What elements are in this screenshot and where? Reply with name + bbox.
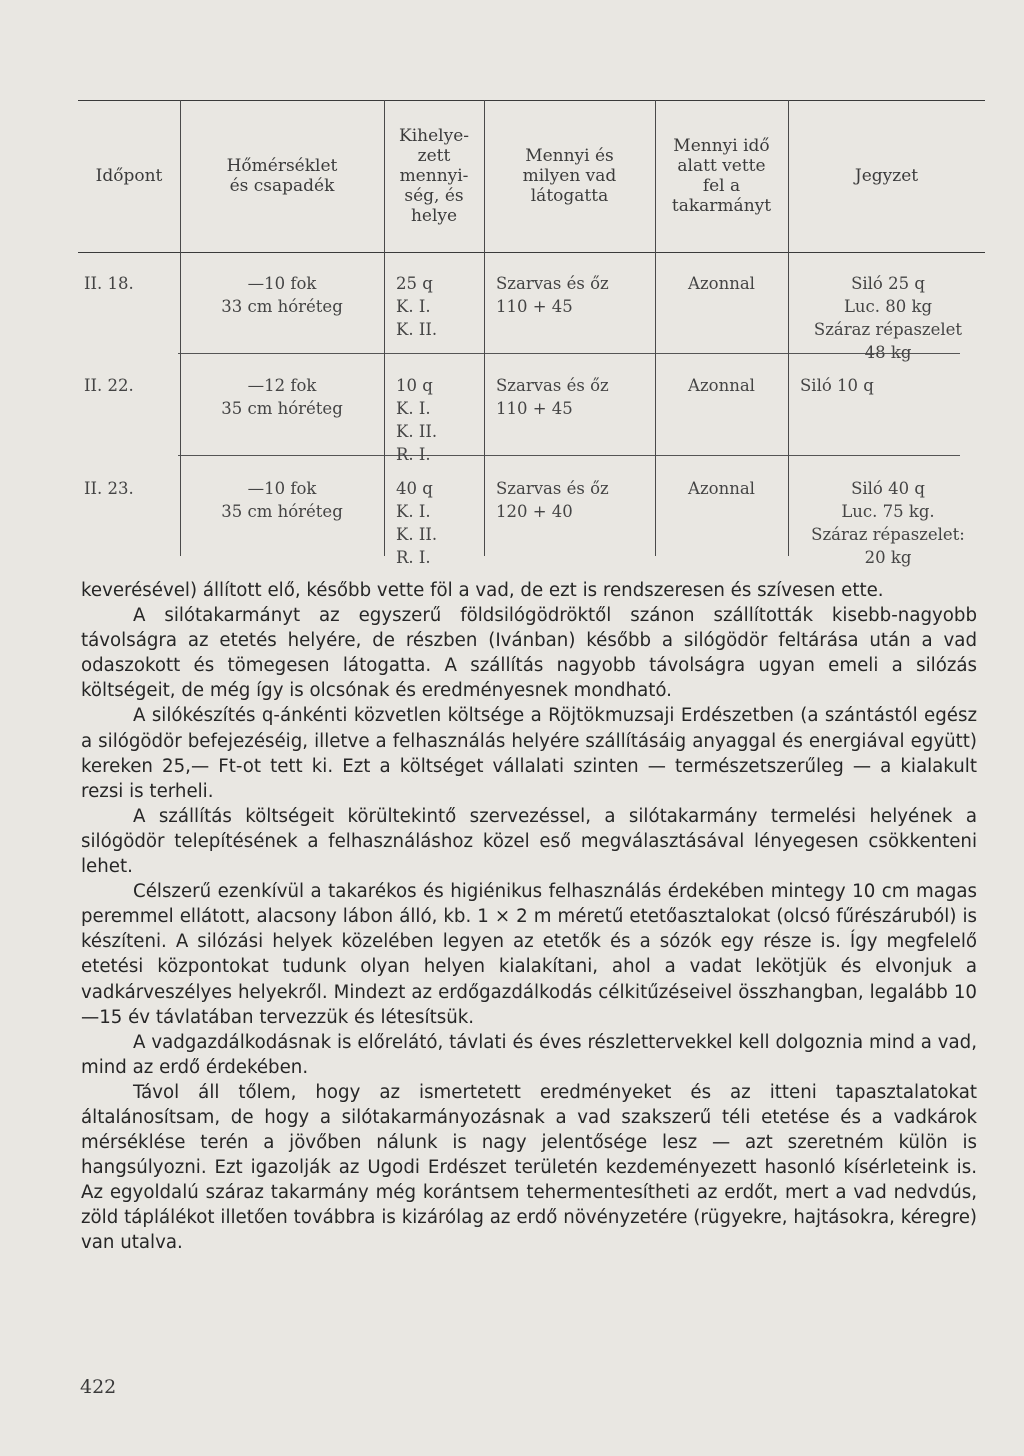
row2-note: Siló 10 q	[800, 376, 874, 395]
paragraph: keverésével) állított elő, később vette föl a vad, de ezt is rendszeresen és szívesen ette.	[81, 580, 884, 601]
row1-time: Azonnal	[688, 274, 755, 293]
row2-time: Azonnal	[688, 376, 755, 395]
row3-game: Szarvas és őz 120 + 40	[496, 479, 609, 521]
paragraph: A silótakarmányt az egyszerű földsilógödröktől szánon szállították kisebb-nagyobb távolságra az etetés helyére, de részben (Ivánban) később a silógödör feltárása után a vad odaszokott és tömegesen látogatta. A szállítás nagyobb távolságra ugyan emeli a silózás költségeit, de még így is olcsónak és eredményesnek mondható.	[81, 605, 977, 702]
paragraph: Célszerű ezenkívül a takarékos és higiénikus felhasználás érdekében mintegy 10 cm magas peremmel ellátott, alacsony lábon álló, kb. 1 × 2 m méretű etetőasztalokat (olcsó fűrészáruból) is készíteni. A silózási helyek közelében legyen az etetők és a sózók egy része is. Így megfelelő etetési központokat tudunk olyan helyen kialakítani, ahol a vadat lekötjük és elvonjuk a vadkárveszélyes helyekről. Mindezt az erdőgazdálkodás célkitűzéseivel összhangban, legalább 10—15 év távlatában tervezzük és létesítsük.	[81, 881, 977, 1028]
row3-time: Azonnal	[688, 479, 755, 498]
header-time: Mennyi idő alatt vette fel a takarmányt	[671, 136, 772, 216]
row3-quantity: 40 q K. I. K. II. R. I.	[396, 479, 438, 567]
row2-quantity: 10 q K. I. K. II. R. I.	[396, 376, 438, 464]
header-game: Mennyi és milyen vad látogatta	[522, 146, 617, 206]
row2-game: Szarvas és őz 110 + 45	[496, 376, 609, 418]
row1-game: Szarvas és őz 110 + 45	[496, 274, 609, 316]
header-note: Jegyzet	[854, 166, 919, 186]
row1-note: Siló 25 q Luc. 80 kg Száraz répaszelet 48 kg	[813, 274, 963, 362]
row1-date: II. 18.	[84, 274, 134, 293]
header-date: Időpont	[95, 166, 163, 186]
row-divider	[178, 455, 960, 456]
paragraph: Távol áll tőlem, hogy az ismertetett eredményeket és az itteni tapasztalatokat általánosítsam, de hogy a silótakarmányozásnak a vad szakszerű téli etetése és a vadkárok mérséklése terén a jövőben nálunk is nagy jelentősége lesz — azt szeretném külön is hangsúlyozni. Ezt igazolják az Ugodi Erdészet területén kezdeményezett hasonló kísérleteink is. Az egyoldalú száraz takarmány még korántsem tehermentesítheti az erdőt, mert a vad nedvdús, zöld táplálékot illetően továbbra is kizárólag az erdő növényzetére (rügyekre, hajtásokra, kéregre) van utalva.	[81, 1081, 977, 1254]
row2-date: II. 22.	[84, 376, 134, 395]
header-quantity: Kihelye- zett mennyi- ség, és helye	[399, 126, 469, 226]
feeding-table	[78, 100, 985, 567]
paragraph: A silókészítés q-ánkénti közvetlen költsége a Röjtökmuzsaji Erdészetben (a szántástól egész a silógödör befejezéséig, illetve a felhasználás helyére szállításáig anyaggal és energiával együtt) kereken 25,— Ft-ot tett ki. Ezt a költséget vállalati szinten — természetszerűleg — a kialakult rezsi is terheli.	[81, 705, 977, 802]
row3-temperature: —10 fok 35 cm hóréteg	[221, 479, 343, 521]
body-text	[81, 578, 977, 1256]
paragraph: A vadgazdálkodásnak is előrelátó, távlati és éves részlettervekkel kell dolgoznia mind a vad, mind az erdő érdekében.	[81, 1031, 977, 1078]
row1-quantity: 25 q K. I. K. II.	[396, 274, 438, 339]
paragraph: A szállítás költségeit körültekintő szervezéssel, a silótakarmány termelési helyének a silógödör telepítésének a felhasználáshoz közel eső megválasztásával lényegesen csökkenteni lehet.	[81, 805, 977, 878]
row3-date: II. 23.	[84, 479, 134, 498]
row2-temperature: —12 fok 35 cm hóréteg	[221, 376, 343, 418]
row1-temperature: —10 fok 33 cm hóréteg	[221, 274, 343, 316]
table-header-rule	[78, 252, 985, 253]
row3-note: Siló 40 q Luc. 75 kg. Száraz répaszelet: 20 kg	[811, 479, 965, 567]
page-number: 422	[80, 1376, 117, 1398]
header-temperature: Hőmérséklet és csapadék	[226, 156, 338, 196]
